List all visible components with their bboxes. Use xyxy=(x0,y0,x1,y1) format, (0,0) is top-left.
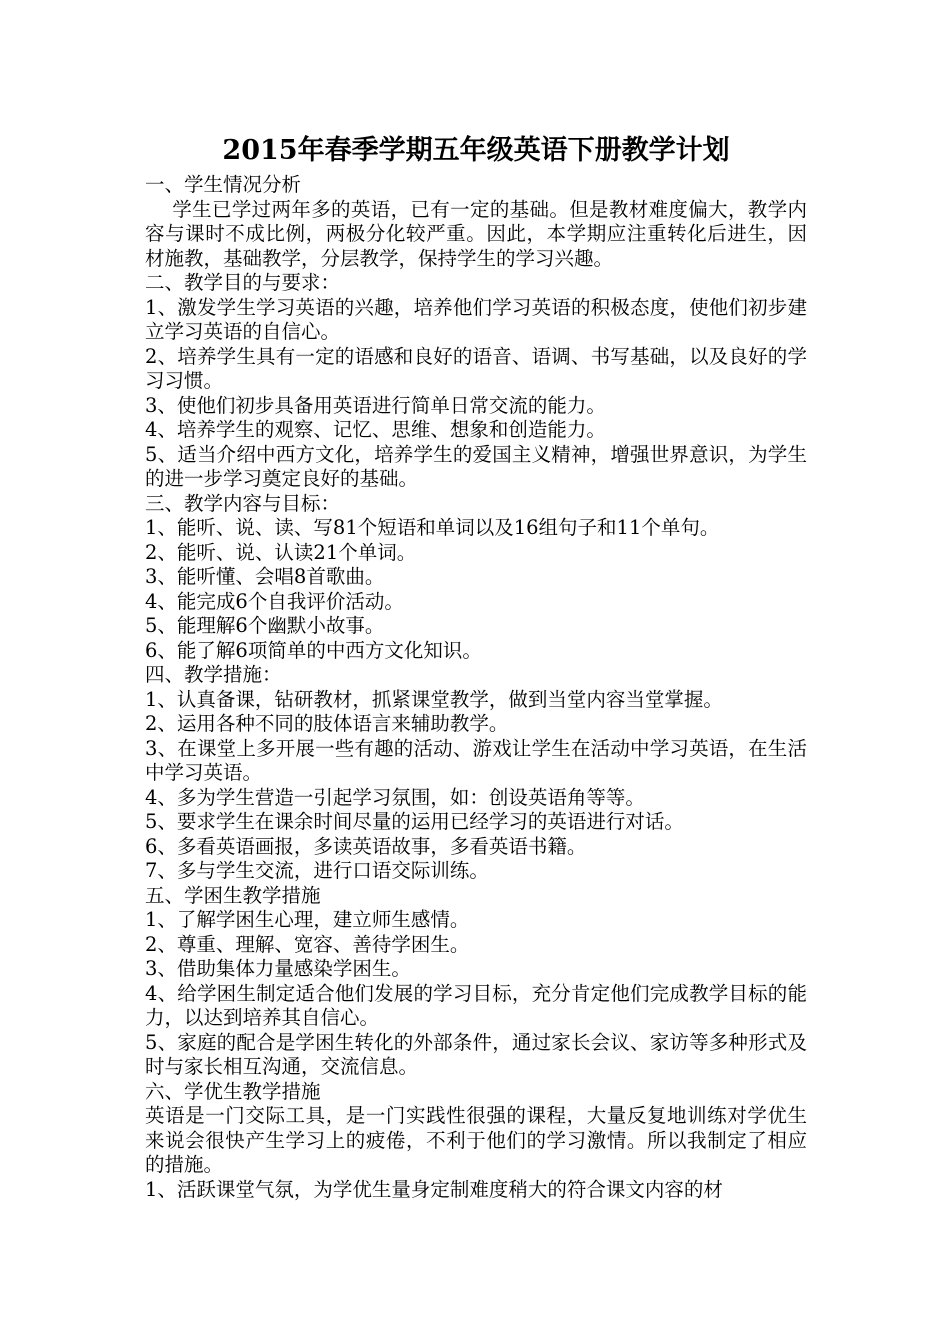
list-item: 2、运用各种不同的肢体语言来辅助教学。 xyxy=(145,712,509,735)
list-item: 3、在课堂上多开展一些有趣的活动、游戏让学生在活动中学习英语，在生活中学习英语。 xyxy=(145,736,807,784)
section-heading: 四、教学措施： xyxy=(145,663,282,686)
list-item: 4、多为学生营造一引起学习氛围，如：创设英语角等等。 xyxy=(145,785,645,809)
list-item: 3、使他们初步具备用英语进行简单日常交流的能力。 xyxy=(145,393,606,417)
list-item: 1、了解学困生心理，建立师生感情。 xyxy=(145,908,470,931)
list-item: 5、能理解6个幽默小故事。 xyxy=(145,614,385,637)
section-heading: 五、学困生教学措施 xyxy=(145,883,321,907)
list-item: 1、能听、说、读、写81个短语和单词以及16组句子和11个单句。 xyxy=(145,516,720,539)
list-item: 3、能听懂、会唱8首歌曲。 xyxy=(145,565,385,588)
list-item: 4、能完成6个自我评价活动。 xyxy=(145,589,404,613)
section-heading: 六、学优生教学措施 xyxy=(145,1079,321,1103)
list-item: 6、多看英语画报，多读英语故事，多看英语书籍。 xyxy=(145,834,587,858)
list-item: 5、适当介绍中西方文化，培养学生的爱国主义精神，增强世界意识，为学生的进一步学习奠定良好的基础。 xyxy=(145,442,807,490)
list-item: 7、多与学生交流，进行口语交际训练。 xyxy=(145,859,489,882)
section-heading: 三、教学内容与目标： xyxy=(145,491,341,515)
paragraph: 英语是一门交际工具，是一门实践性很强的课程，大量反复地训练对学优生来说会很快产生学习上的疲倦，不利于他们的学习激情。所以我制定了相应的措施。 xyxy=(145,1104,807,1176)
list-item: 3、借助集体力量感染学困生。 xyxy=(145,957,411,980)
list-item: 4、培养学生的观察、记忆、思维、想象和创造能力。 xyxy=(145,418,606,441)
section-heading: 二、教学目的与要求： xyxy=(145,271,341,294)
list-item: 1、认真备课，钻研教材，抓紧课堂教学，做到当堂内容当堂掌握。 xyxy=(145,687,723,711)
document-page xyxy=(145,133,807,1202)
paragraph: 学生已学过两年多的英语，已有一定的基础。但是教材难度偏大，教学内容与课时不成比例，两极分化较严重。因此，本学期应注重转化后进生，因材施教，基础教学，分层教学，保持学生的学习兴趣。 xyxy=(145,197,807,270)
list-item: 4、给学困生制定适合他们发展的学习目标，充分肯定他们完成教学目标的能力，以达到培养其自信心。 xyxy=(145,981,807,1029)
section-heading: 一、学生情况分析 xyxy=(145,173,302,196)
list-item: 2、尊重、理解、宽容、善待学困生。 xyxy=(145,932,470,956)
list-item: 2、培养学生具有一定的语感和良好的语音、语调、书写基础，以及良好的学习习惯。 xyxy=(145,344,807,392)
list-item: 2、能听、说、认读21个单词。 xyxy=(145,540,417,564)
list-item: 6、能了解6项简单的中西方文化知识。 xyxy=(145,638,482,662)
list-item: 1、活跃课堂气氛，为学优生量身定制难度稍大的符合课文内容的材 xyxy=(145,1177,723,1201)
document-title: 2015年春季学期五年级英语下册教学计划 xyxy=(222,135,730,166)
list-item: 1、激发学生学习英语的兴趣，培养他们学习英语的积极态度，使他们初步建立学习英语的自信心。 xyxy=(145,295,807,343)
list-item: 5、家庭的配合是学困生转化的外部条件，通过家长会议、家访等多种形式及时与家长相互沟通，交流信息。 xyxy=(145,1030,807,1078)
list-item: 5、要求学生在课余时间尽量的运用已经学习的英语进行对话。 xyxy=(145,810,684,833)
